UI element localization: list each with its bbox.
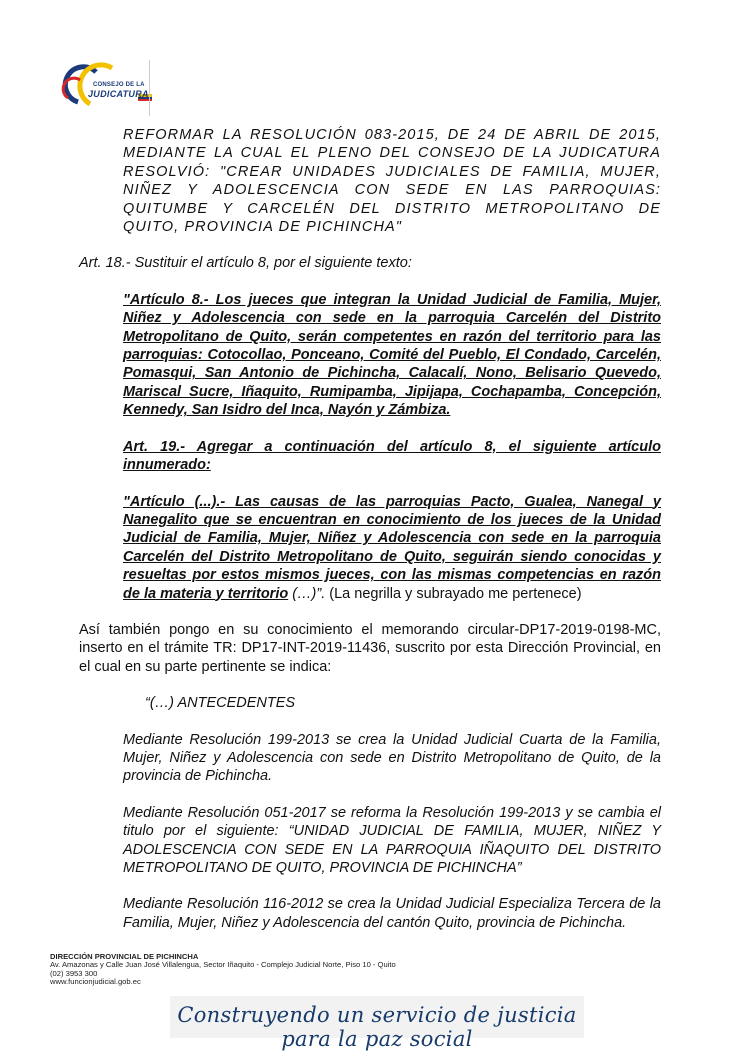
footer-phone: (02) 3953 300 xyxy=(50,968,98,978)
paragraph-gap xyxy=(79,786,661,804)
document-body xyxy=(79,126,661,932)
paragraph-asi: Así también pongo en su conocimiento el memorando circular-DP17-2019-0198-MC, inserto en el trámite TR: DP17-INT-2019-11436, suscrito por esta Dirección Provincial, en el cual en su parte pertinente se indica: xyxy=(79,621,661,675)
motto-text: Construyendo un servicio de justicia para la paz social xyxy=(177,1003,577,1051)
paragraph-res051: Mediante Resolución 051-2017 se reforma la Resolución 199-2013 y se cambia el titulo por el siguiente: “UNIDAD JUDICIAL DE FAMILIA, MUJER, NIÑEZ Y ADOLESCENCIA CON SEDE EN LA PARROQUIA IÑAQUITO DEL DISTRITO METROPOLITANO DE QUITO, PROVINCIA DE PICHINCHA” xyxy=(123,804,661,876)
paragraph-gap xyxy=(79,877,661,895)
logo-divider xyxy=(149,60,150,116)
footer xyxy=(50,953,396,987)
paragraph-reformar: REFORMAR LA RESOLUCIÓN 083-2015, DE 24 DE ABRIL DE 2015, MEDIANTE LA CUAL EL PLENO DEL CONSEJO DE LA JUDICATURA RESOLVIÓ: "CREAR UNIDADES JUDICIALES DE FAMILIA, MUJER, NIÑEZ Y ADOLESCENCIA CON SEDE EN LAS PARROQUIAS: QUITUMBE Y CARCELÉN DEL DISTRITO METROPOLITANO DE QUITO, PROVINCIA DE PICHINCHA" xyxy=(123,127,661,236)
logo-emblem-icon xyxy=(50,58,160,118)
footer-address: Av. Amazonas y Calle Juan José Villalengua, Sector Iñaquito - Complejo Judicial Norte, Piso 10 - Quito xyxy=(50,960,396,970)
paragraph-innumerado-part: "Artículo (...).- Las causas de las parroquias Pacto, Gualea, Nanegal y Nanegalito que se encuentran en conocimiento de los jueces de la Unidad Judicial de Familia, Mujer, Niñez y Adolescencia con sede en la parroquia Carcelén del Distrito Metropolitano de Quito, seguirán siendo conocidas y resueltas por estos mismos jueces, con las mismas competencias en razón de la materia y territorio xyxy=(123,493,661,602)
paragraph-gap xyxy=(79,603,661,621)
paragraph-gap xyxy=(79,713,661,731)
logo-text-main: JUDICATURA xyxy=(88,89,149,99)
paragraph-gap xyxy=(79,676,661,694)
paragraph-art19: Art. 19.- Agregar a continuación del artículo 8, el siguiente artículo innumerado: xyxy=(123,438,661,474)
paragraph-res116: Mediante Resolución 116-2012 se crea la Unidad Judicial Especializa Tercera de la Familia, Mujer, Niñez y Adolescencia del cantón Quito, provincia de Pichincha. xyxy=(123,896,661,931)
judicatura-logo xyxy=(50,58,160,118)
paragraph-antecedentes: “(…) ANTECEDENTES xyxy=(145,695,296,712)
paragraph-res199: Mediante Resolución 199-2013 se crea la Unidad Judicial Cuarta de la Familia, Mujer, Niñez y Adolescencia con sede en Distrito Metropolitano de Quito, de la provincia de Pichincha. xyxy=(123,731,661,785)
footer-title: DIRECCIÓN PROVINCIAL DE PICHINCHA xyxy=(50,952,199,961)
paragraph-gap xyxy=(79,236,661,254)
logo-text-top: CONSEJO DE LA xyxy=(93,82,145,88)
paragraph-innumerado-part: (…)”. xyxy=(288,585,326,602)
paragraph-gap xyxy=(79,420,661,438)
paragraph-innumerado xyxy=(123,493,661,603)
paragraph-art18: Art. 18.- Sustituir el artículo 8, por el siguiente texto: xyxy=(79,255,412,272)
footer-website: www.funcionjudicial.gob.ec xyxy=(50,977,141,987)
paragraph-gap xyxy=(79,273,661,291)
paragraph-innumerado-part: (La negrilla y subrayado me pertenece) xyxy=(325,585,582,602)
paragraph-articulo8: "Artículo 8.- Los jueces que integran la Unidad Judicial de Familia, Mujer, Niñez y Adolescencia con sede en la parroquia Carcelén del Distrito Metropolitano de Quito, serán competentes en razón del territorio para las parroquias: Cotocollao, Ponceano, Comité del Pueblo, El Condado, Carcelén, Pomasqui, San Antonio de Pichincha, Calacalí, Nono, Belisario Quevedo, Mariscal Sucre, Iñaquito, Rumipamba, Jipijapa, Cochapamba, Concepción, Kennedy, San Isidro del Inca, Nayón y Zámbiza. xyxy=(123,291,661,419)
paragraph-gap xyxy=(79,475,661,493)
